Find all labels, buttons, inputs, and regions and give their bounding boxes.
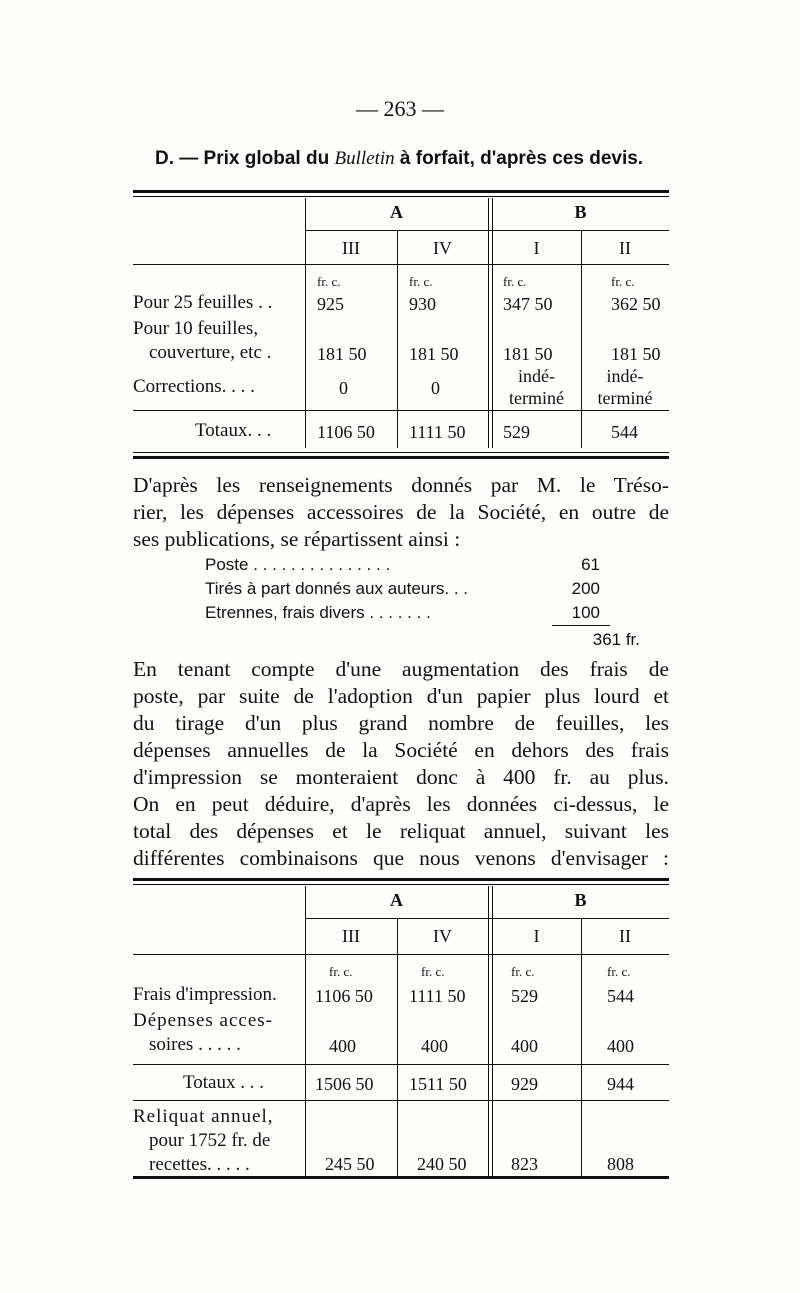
unit-label: fr. c.	[409, 274, 433, 289]
unit-label: fr. c.	[503, 274, 527, 289]
table-cell: 400	[607, 1036, 634, 1056]
table-cell: indé-	[606, 366, 644, 386]
table-cell: 240 50	[417, 1154, 467, 1174]
col-header: II	[619, 926, 631, 946]
table-cell: indé-	[518, 366, 555, 386]
table-cell: 1106 50	[315, 986, 373, 1006]
price-table	[133, 190, 669, 460]
table-cell: 823	[511, 1154, 538, 1174]
row-label: couverture, etc .	[149, 342, 272, 363]
page-number: — 263 —	[356, 96, 444, 121]
group-a-header: A	[390, 202, 403, 222]
table-cell: 0	[431, 378, 440, 398]
table-cell: terminé	[597, 388, 653, 408]
table-cell: 181 50	[317, 344, 367, 364]
table-cell: terminé	[509, 388, 564, 408]
table-cell: 808	[607, 1154, 634, 1174]
table-cell: 400	[329, 1036, 356, 1056]
table-cell: 181 50	[611, 344, 661, 364]
row-label: recettes. . . . .	[149, 1154, 250, 1175]
table-cell: 362 50	[611, 294, 661, 314]
row-label: Dépenses acces-	[133, 1010, 274, 1031]
unit-label: fr. c.	[607, 964, 631, 979]
col-header: IV	[433, 926, 452, 946]
unit-label: fr. c.	[511, 964, 535, 979]
col-header: IV	[433, 238, 452, 258]
table-cell: 930	[409, 294, 436, 314]
row-label: Corrections. . . .	[133, 376, 255, 397]
expense-value: 200	[571, 579, 600, 598]
row-label: Reliquat annuel,	[133, 1106, 274, 1127]
unit-label: fr. c.	[329, 964, 353, 979]
paragraph-2: En tenant compte d'une augmentation des frais de poste, par suite de l'adoption d'un papier plus lourd et du tirage d'un plus grand nombre de feuilles, les dépenses annuelles de la Société en dehors des frais d'impression se monteraient donc à 400 fr. au plus. On en peut déduire, d'après les données ci-dessus, le total des dépenses et le reliquat annuel, suivant les différentes combinaisons que nous venons d'envisager :	[133, 657, 669, 870]
table-cell: 1111 50	[409, 422, 466, 442]
table-cell: 181 50	[503, 344, 553, 364]
unit-label: fr. c.	[317, 274, 341, 289]
row-label: Pour 10 feuilles,	[133, 318, 259, 339]
table-cell: 347 50	[503, 294, 553, 314]
row-label: Totaux . . .	[183, 1072, 264, 1093]
row-label: soires . . . . .	[149, 1034, 241, 1055]
col-header: III	[342, 238, 360, 258]
table-cell: 1111 50	[409, 986, 466, 1006]
expense-summary-table	[133, 878, 669, 1184]
table-cell: 0	[339, 378, 348, 398]
table-cell: 1511 50	[409, 1074, 467, 1094]
expense-label: Poste . . . . . . . . . . . . . . .	[205, 555, 391, 574]
table-cell: 529	[503, 422, 530, 442]
table-cell: 925	[317, 294, 344, 314]
row-label: pour 1752 fr. de	[149, 1130, 271, 1151]
expense-label: Etrennes, frais divers . . . . . . .	[205, 603, 431, 622]
expense-total: 361 fr.	[592, 630, 640, 649]
row-label: Frais d'impression.	[133, 984, 277, 1005]
expense-value: 61	[581, 555, 600, 574]
section-heading: D. — Prix global du Bulletin à forfait, d'après ces devis.	[155, 148, 644, 169]
group-b-header: B	[574, 202, 587, 222]
table-cell: 245 50	[325, 1154, 375, 1174]
table-cell: 400	[511, 1036, 538, 1056]
col-header: I	[533, 238, 540, 258]
col-header: III	[342, 926, 360, 946]
table-cell: 529	[511, 986, 538, 1006]
table-cell: 944	[607, 1074, 634, 1094]
col-header: I	[533, 926, 540, 946]
group-b-header: B	[574, 890, 587, 910]
table-cell: 400	[421, 1036, 448, 1056]
row-label: Pour 25 feuilles . .	[133, 292, 273, 313]
unit-label: fr. c.	[611, 274, 635, 289]
row-label: Totaux. . .	[195, 420, 272, 441]
table-cell: 929	[511, 1074, 538, 1094]
group-a-header: A	[390, 890, 403, 910]
table-cell: 544	[607, 986, 634, 1006]
table-cell: 544	[611, 422, 638, 442]
col-header: II	[619, 238, 631, 258]
paragraph-1: D'après les renseignements donnés par M. le Tréso- rier, les dépenses accessoires de la Société, en outre de ses publications, se répartissent ainsi :	[133, 473, 669, 551]
expense-label: Tirés à part donnés aux auteurs. . .	[205, 579, 469, 598]
unit-label: fr. c.	[421, 964, 445, 979]
table-cell: 1106 50	[317, 422, 375, 442]
table-cell: 181 50	[409, 344, 459, 364]
table-cell: 1506 50	[315, 1074, 374, 1094]
expense-value: 100	[571, 603, 600, 622]
